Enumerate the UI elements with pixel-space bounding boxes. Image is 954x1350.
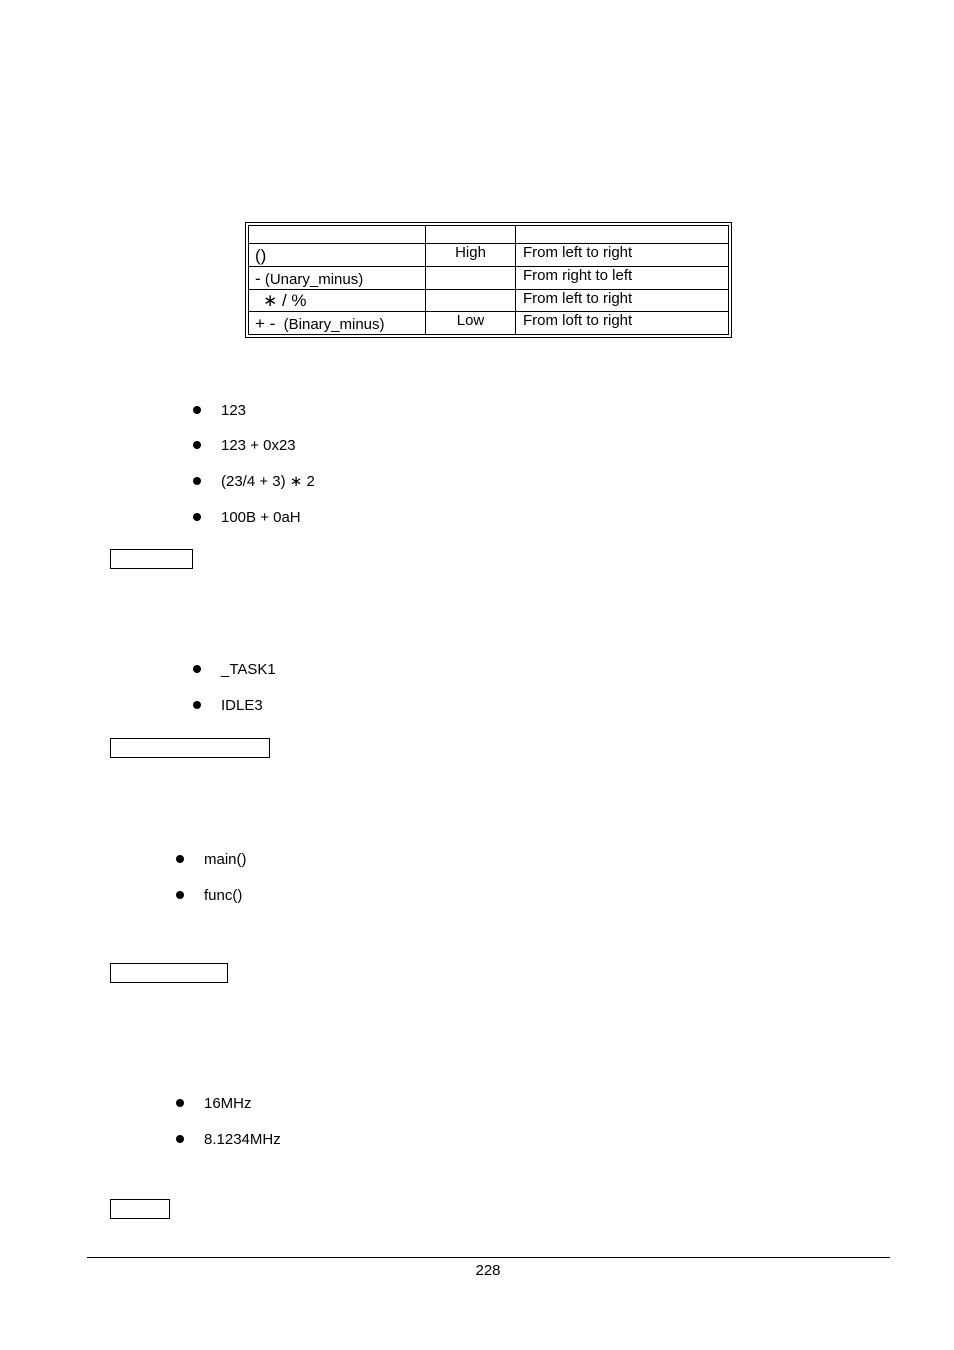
footer-rule <box>87 1257 890 1258</box>
bullet-icon <box>176 1135 184 1143</box>
operator-cell <box>249 312 426 335</box>
header-associativity <box>516 226 729 244</box>
list-item: 8.1234MHz <box>204 1131 281 1149</box>
priority-cell <box>426 289 516 312</box>
table-row <box>249 244 729 267</box>
operator-cell <box>249 289 426 312</box>
table-row <box>249 312 729 335</box>
bullet-icon <box>176 891 184 899</box>
priority-cell: Low <box>426 312 516 335</box>
operator-note: (Unary_minus) <box>264 270 364 288</box>
table-header-row <box>249 226 729 244</box>
table-row <box>249 266 729 289</box>
bullet-icon <box>193 477 201 485</box>
operator-symbol: - <box>255 268 261 288</box>
list-item: 100B + 0aH <box>221 509 301 527</box>
list-item: 123 + 0x23 <box>221 437 296 455</box>
bullet-icon <box>193 406 201 414</box>
operator-symbol: ∗ / % <box>263 291 307 311</box>
list-item: 16MHz <box>204 1095 252 1113</box>
precedence-table <box>245 222 732 338</box>
bullet-icon <box>193 513 201 521</box>
table-row <box>249 289 729 312</box>
header-priority <box>426 226 516 244</box>
section-heading-box <box>110 549 193 569</box>
list-item: IDLE3 <box>221 697 263 715</box>
operator-symbol: () <box>255 245 267 265</box>
list-item: main() <box>204 851 247 869</box>
priority-cell <box>426 266 516 289</box>
bullet-icon <box>176 855 184 863</box>
operator-symbol: + - <box>255 314 276 333</box>
section-heading-box <box>110 1199 170 1219</box>
bullet-icon <box>176 1099 184 1107</box>
associativity-cell: From right to left <box>516 266 729 289</box>
list-item: _TASK1 <box>221 661 276 679</box>
operator-cell <box>249 266 426 289</box>
section-heading-box <box>110 738 270 758</box>
bullet-icon <box>193 441 201 449</box>
associativity-cell: From left to right <box>516 244 729 267</box>
associativity-cell: From loft to right <box>516 312 729 335</box>
list-item: 123 <box>221 402 246 420</box>
bullet-icon <box>193 701 201 709</box>
header-operator <box>249 226 426 244</box>
list-item: (23/4 + 3) ∗ 2 <box>221 473 315 491</box>
operator-cell <box>249 244 426 267</box>
priority-cell: High <box>426 244 516 267</box>
list-item: func() <box>204 887 242 905</box>
bullet-icon <box>193 665 201 673</box>
operator-note: (Binary_minus) <box>283 316 385 333</box>
page-number: 228 <box>475 1262 501 1279</box>
section-heading-box <box>110 963 228 983</box>
associativity-cell: From left to right <box>516 289 729 312</box>
